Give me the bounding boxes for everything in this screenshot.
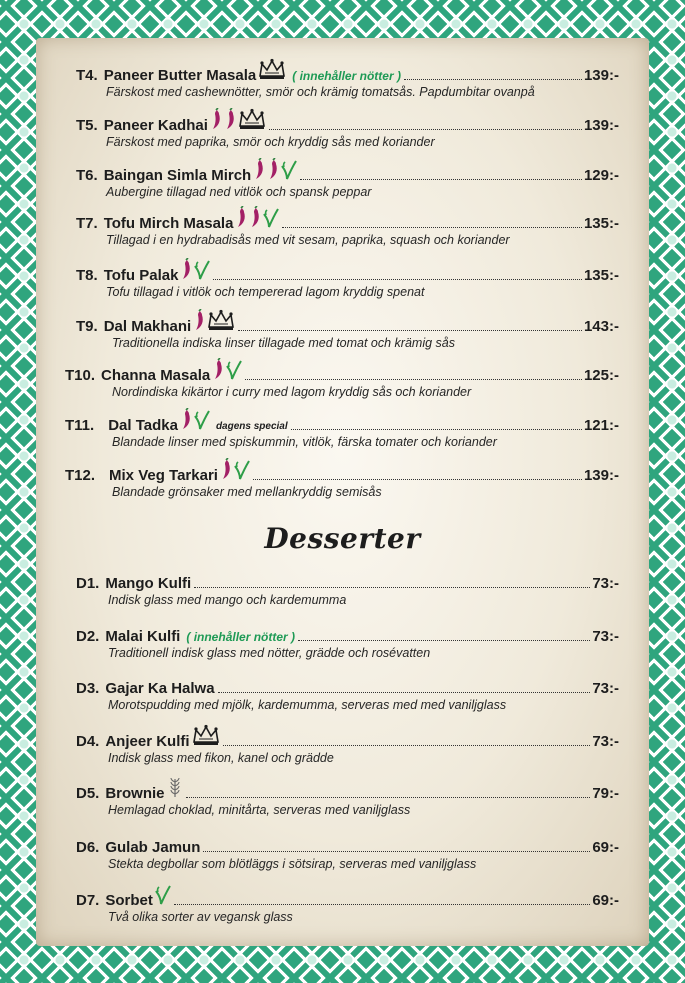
item-name: Mix Veg Tarkari [109,467,218,484]
item-price: 135:- [583,215,619,232]
item-description: Morotspudding med mjölk, kardemumma, serveras med med vaniljglass [108,698,507,712]
item-code: D1. [76,575,100,592]
item-name: Malai Kulfi [105,628,181,645]
item-description: Traditionella indiska linser tillagade med tomat och krämig sås [112,336,455,350]
dotted-leader [253,479,582,480]
chili-icon [253,158,265,180]
item-description: Aubergine tillagad ned vitlök och spansk peppar [106,185,372,199]
item-price: 129:- [583,167,619,184]
chili-icon [212,358,224,380]
dotted-leader [245,379,582,380]
item-name: Paneer Kadhai [103,117,208,134]
chili-icon [267,158,279,180]
item-name: Tofu Palak [103,267,179,284]
crown-icon [207,309,235,331]
item-code: T11. [65,417,95,434]
allergy-note: ( innehåller nötter ) [292,69,401,83]
item-description: Traditionell indisk glass med nötter, grädde och rosévatten [108,646,431,660]
item-price: 139:- [583,467,619,484]
item-description: Indisk glass med fikon, kanel och grädde [108,751,334,765]
item-name: Channa Masala [101,367,211,384]
item-description: Två olika sorter av vegansk glass [108,910,293,924]
item-price: 69:- [592,892,619,909]
dotted-leader [282,227,582,228]
dotted-leader [218,692,591,693]
crown-icon [238,108,266,130]
item-price: 73:- [592,575,619,592]
item-name: Anjeer Kulfi [105,733,190,750]
item-price: 69:- [592,839,619,856]
item-name: Tofu Mirch Masala [103,215,234,232]
leaf-icon [194,408,210,430]
desserts-heading: Desserter [264,522,421,555]
item-code: T6. [76,167,98,184]
item-price: 73:- [592,680,619,697]
item-price: 79:- [592,785,619,802]
leaf-icon [194,258,210,280]
item-name: Gulab Jamun [105,839,201,856]
item-description: Nordindiska kikärtor i curry med lagom kryddig sås och koriander [112,385,472,399]
item-code: D5. [76,785,100,802]
dotted-leader [174,904,590,905]
item-price: 135:- [583,267,619,284]
dotted-leader [213,279,582,280]
item-description: Blandade linser med spiskummin, vitlök, färska tomater och koriander [112,435,497,449]
item-price: 73:- [592,733,619,750]
item-code: T9. [76,318,98,335]
leaf-icon [155,883,171,905]
leaf-icon [281,158,297,180]
dotted-leader [269,129,582,130]
item-code: T7. [76,215,98,232]
item-code: T10. [65,367,96,384]
wheat-icon [167,776,183,798]
item-code: T5. [76,117,98,134]
chili-icon [224,108,236,130]
item-name: Dal Makhani [103,318,192,335]
leaf-icon [234,458,250,480]
item-description: Blandade grönsaker med mellankryddig semisås [112,485,382,499]
item-price: 121:- [583,417,619,434]
item-name: Brownie [105,785,165,802]
chili-icon [220,458,232,480]
leaf-icon [226,358,242,380]
item-code: T4. [76,67,98,84]
dotted-leader [298,640,590,641]
item-description: Tofu tillagad i vitlök och tempererad lagom kryddig spenat [106,285,425,299]
chili-icon [235,206,247,228]
item-price: 125:- [583,367,619,384]
chili-icon [210,108,222,130]
leaf-icon [263,206,279,228]
crown-icon [258,58,286,80]
dotted-leader [194,587,590,588]
dotted-leader [300,179,582,180]
dotted-leader [404,79,582,80]
allergy-note: ( innehåller nötter ) [186,630,296,644]
item-code: T12. [65,467,96,484]
dotted-leader [238,330,582,331]
item-description: Tillagad i en hydrabadisås med vit sesam, paprika, squash och koriander [106,233,510,247]
dotted-leader [186,797,591,798]
item-name: Mango Kulfi [105,575,192,592]
item-price: 143:- [583,318,619,335]
crown-icon [192,724,220,746]
item-name: Sorbet [105,892,153,909]
item-name: Dal Tadka [108,417,178,434]
item-price: 139:- [583,117,619,134]
daily-special-note: dagens special [215,421,288,432]
item-description: Hemlagad choklad, minitårta, serveras med vaniljglass [108,803,411,817]
item-description: Indisk glass med mango och kardemumma [108,593,347,607]
dotted-leader [291,429,582,430]
item-code: D7. [76,892,100,909]
item-price: 73:- [592,628,619,645]
item-code: D4. [76,733,100,750]
item-name: Gajar Ka Halwa [105,680,215,697]
chili-icon [180,258,192,280]
item-name: Baingan Simla Mirch [103,167,252,184]
item-description: Stekta degbollar som blötläggs i sötsirap, serveras med vaniljglass [108,857,477,871]
chili-icon [249,206,261,228]
dotted-leader [203,851,590,852]
item-description: Färskost med cashewnötter, smör och krämig tomatsås. Papdumbitar ovanpå [106,85,535,99]
item-code: T8. [76,267,98,284]
dotted-leader [223,745,591,746]
chili-icon [180,408,192,430]
item-code: D6. [76,839,100,856]
chili-icon [193,309,205,331]
item-name: Paneer Butter Masala [103,67,257,84]
item-description: Färskost med paprika, smör och kryddig sås med koriander [106,135,435,149]
item-code: D2. [76,628,100,645]
item-price: 139:- [583,67,619,84]
item-code: D3. [76,680,100,697]
